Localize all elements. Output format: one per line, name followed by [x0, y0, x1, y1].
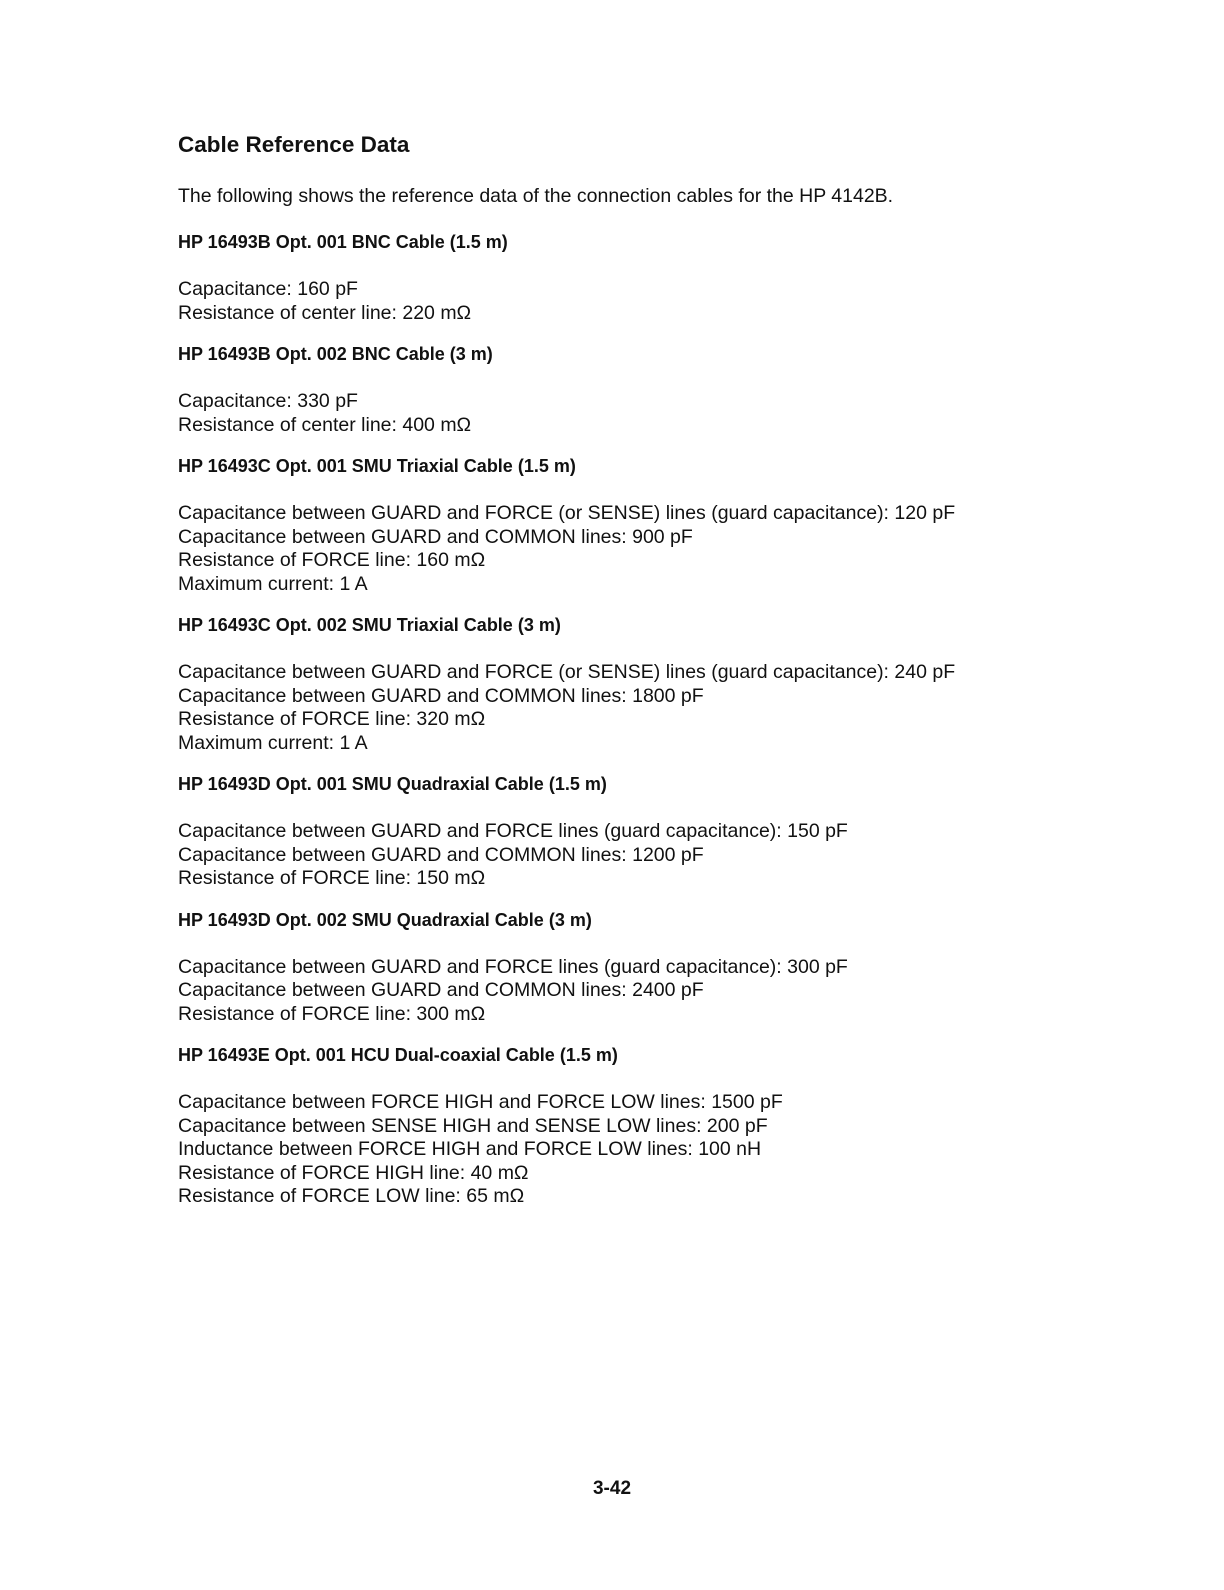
cable-section: [178, 773, 1078, 891]
page-number: 3-42: [592, 1478, 632, 1499]
spec-line: Capacitance between GUARD and FORCE (or SENSE) lines (guard capacitance): 120 pF: [178, 502, 956, 524]
intro-paragraph: The following shows the reference data of the connection cables for the HP 4142B.: [178, 185, 894, 207]
spec-line: Resistance of center line: 400 mΩ: [178, 413, 472, 436]
spec-line: Maximum current: 1 A: [178, 731, 368, 754]
page-title: Cable Reference Data: [178, 132, 410, 157]
spec-line: Resistance of center line: 220 mΩ: [178, 301, 472, 324]
cable-heading: HP 16493E Opt. 001 HCU Dual-coaxial Cable (1.5 m): [178, 1045, 618, 1065]
cable-section: [178, 614, 1078, 755]
cable-section: [178, 231, 1078, 325]
cable-heading: HP 16493B Opt. 002 BNC Cable (3 m): [178, 344, 493, 364]
cable-heading: HP 16493C Opt. 001 SMU Triaxial Cable (1.5 m): [178, 456, 576, 476]
spec-list: [178, 278, 1078, 325]
spec-line: Maximum current: 1 A: [178, 572, 368, 595]
spec-line: Resistance of FORCE line: 150 mΩ: [178, 867, 486, 889]
cable-heading: HP 16493B Opt. 001 BNC Cable (1.5 m): [178, 232, 508, 252]
cable-section: [178, 343, 1078, 437]
spec-line: Resistance of FORCE line: 160 mΩ: [178, 549, 486, 571]
cable-heading: HP 16493D Opt. 001 SMU Quadraxial Cable (1.5 m): [178, 774, 607, 794]
cable-sections: [178, 231, 1078, 1209]
cable-heading: HP 16493C Opt. 002 SMU Triaxial Cable (3 m): [178, 615, 561, 635]
cable-heading: HP 16493D Opt. 002 SMU Quadraxial Cable (3 m): [178, 909, 592, 930]
cable-section: [178, 1044, 1078, 1209]
spec-list: [178, 502, 1078, 596]
spec-line: Capacitance between GUARD and FORCE (or SENSE) lines (guard capacitance): 240 pF: [178, 661, 956, 683]
spec-line: Capacitance: 330 pF: [178, 390, 358, 412]
spec-line: Capacitance between GUARD and COMMON lines: 1200 pF: [178, 843, 704, 866]
spec-line: Capacitance between GUARD and FORCE lines (guard capacitance): 150 pF: [178, 820, 848, 842]
spec-line: Capacitance between GUARD and COMMON lines: 2400 pF: [178, 979, 704, 1001]
spec-line: Inductance between FORCE HIGH and FORCE LOW lines: 100 nH: [178, 1138, 762, 1160]
spec-line: Resistance of FORCE HIGH line: 40 mΩ: [178, 1161, 529, 1184]
spec-line: Capacitance between GUARD and COMMON lines: 1800 pF: [178, 684, 704, 707]
spec-line: Capacitance between GUARD and FORCE lines (guard capacitance): 300 pF: [178, 955, 848, 978]
cable-section: [178, 909, 1078, 1027]
spec-line: Capacitance between SENSE HIGH and SENSE LOW lines: 200 pF: [178, 1114, 768, 1137]
spec-line: Resistance of FORCE line: 300 mΩ: [178, 1002, 486, 1025]
spec-line: Capacitance: 160 pF: [178, 278, 358, 300]
spec-list: [178, 390, 1078, 437]
spec-line: Capacitance between FORCE HIGH and FORCE LOW lines: 1500 pF: [178, 1091, 783, 1113]
spec-line: Capacitance between GUARD and COMMON lines: 900 pF: [178, 525, 693, 548]
spec-list: [178, 820, 1078, 891]
spec-list: [178, 956, 1078, 1027]
spec-line: Resistance of FORCE LOW line: 65 mΩ: [178, 1185, 525, 1207]
cable-section: [178, 455, 1078, 596]
spec-line: Resistance of FORCE line: 320 mΩ: [178, 708, 486, 730]
spec-list: [178, 1091, 1078, 1209]
document-page: [178, 131, 1078, 1227]
spec-list: [178, 661, 1078, 755]
